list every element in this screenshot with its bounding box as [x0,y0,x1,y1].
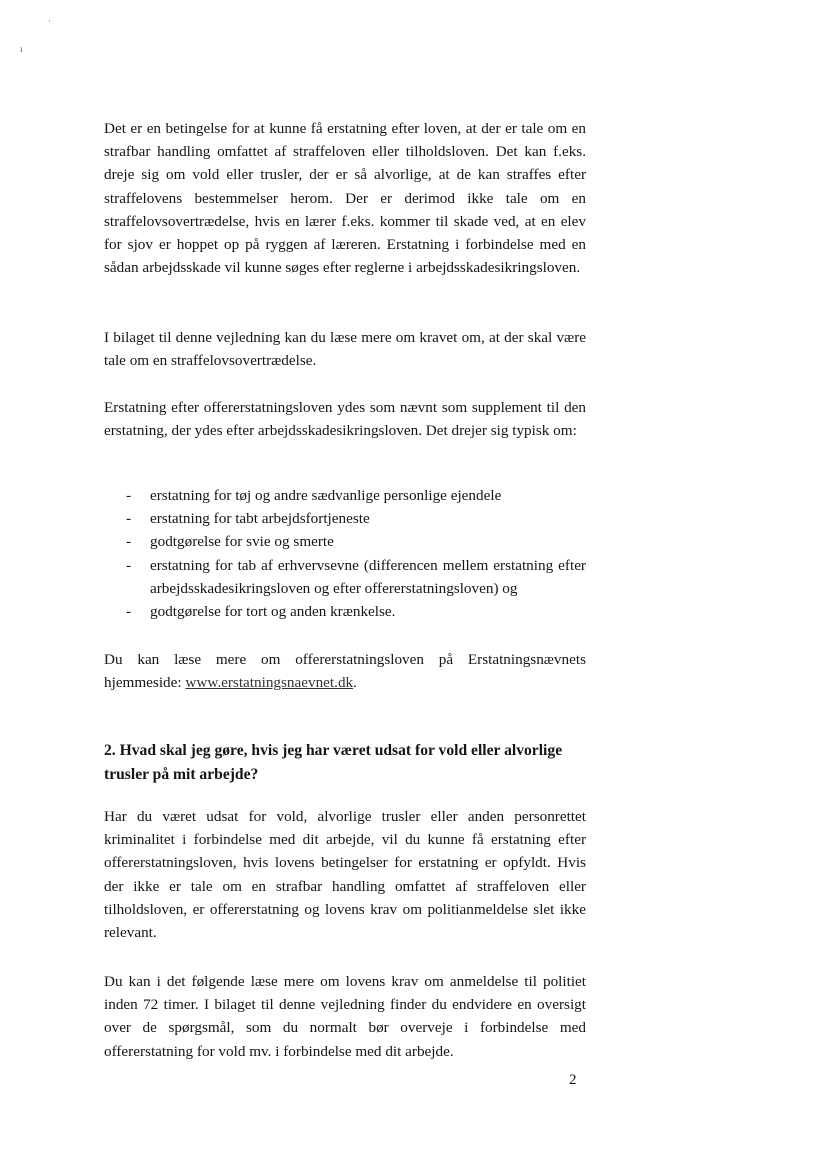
scan-speck: · [48,16,51,26]
list-item [104,600,586,623]
list-item [104,507,586,530]
body-paragraph: I bilaget til denne vejledning kan du læse mere om kravet om, at der skal være tale om en straffelovsovertrædelse. [104,329,586,370]
list-item [104,484,586,507]
body-paragraph: Det er en betingelse for at kunne få erstatning efter loven, at der er tale om en strafbar handling omfattet af straffeloven eller tilholdsloven. Det kan f.eks. dreje sig om vold eller trusler, der er så alvorlige, at de kan straffes efter straffelovens bestemmelser herom. Der er derimod ikke tale om en straffelovsovertrædelse, hvis en lærer f.eks. kommer til skade ved, at en elev for sjov er hoppet op på ryggen af læreren. Erstatning i forbindelse med en sådan arbejdsskade vil kunne søges efter reglerne i arbejdsskadesikringsloven. [104,120,586,277]
bullet-dash: - [126,510,132,528]
section-heading: 2. Hvad skal jeg gøre, hvis jeg har været udsat for vold eller alvorlige trusler på mit arbejde? [104,742,563,783]
list-item [104,530,586,553]
link-paragraph-text: Du kan læse mere om offererstatningsloven på Erstatningsnævnets hjemmeside: [104,651,586,692]
bullet-list [104,484,586,623]
link-paragraph [104,648,586,694]
scan-speck: ı [20,44,23,54]
list-item-text: erstatning for tab af erhvervsevne (differencen mellem erstatning efter arbejdsskadesikringsloven og efter offererstatningsloven) og [150,556,586,597]
bullet-dash: - [126,603,132,621]
body-paragraph: Har du været udsat for vold, alvorlige trusler eller anden personrettet kriminalitet i forbindelse med dit arbejde, vil du kunne få erstatning efter offererstatningsloven, hvis lovens betingelser for erstatning er opfyldt. Hvis der ikke er tale om en strafbar handling omfattet af straffeloven eller tilholdsloven, er offererstatning og lovens krav om politianmeldelse slet ikke relevant. [104,808,586,942]
bullet-dash: - [126,533,132,551]
page-number: 2 [569,1072,577,1088]
list-item-text: godtgørelse for tort og anden krænkelse. [150,603,396,621]
list-item-text: erstatning for tabt arbejdsfortjeneste [150,510,370,528]
bullet-dash: - [126,487,132,504]
list-item-text: erstatning for tøj og andre sædvanlige personlige ejendele [150,487,502,504]
bullet-dash: - [126,556,132,574]
list-item [104,554,586,600]
body-paragraph: Erstatning efter offererstatningsloven ydes som nævnt som supplement til den erstatning, der ydes efter arbejdsskadesikringsloven. Det drejer sig typisk om: [104,399,586,440]
link-paragraph-end: . [353,674,357,692]
list-item-text: godtgørelse for svie og smerte [150,533,334,551]
body-paragraph: Du kan i det følgende læse mere om lovens krav om anmeldelse til politiet inden 72 timer. I bilaget til denne vejledning finder du endvidere en oversigt over de spørgsmål, som du normalt bør overveje i forbindelse med offererstatning for vold mv. i forbindelse med dit arbejde. [104,973,586,1060]
website-link[interactable]: www.erstatningsnaevnet.dk [185,674,354,692]
